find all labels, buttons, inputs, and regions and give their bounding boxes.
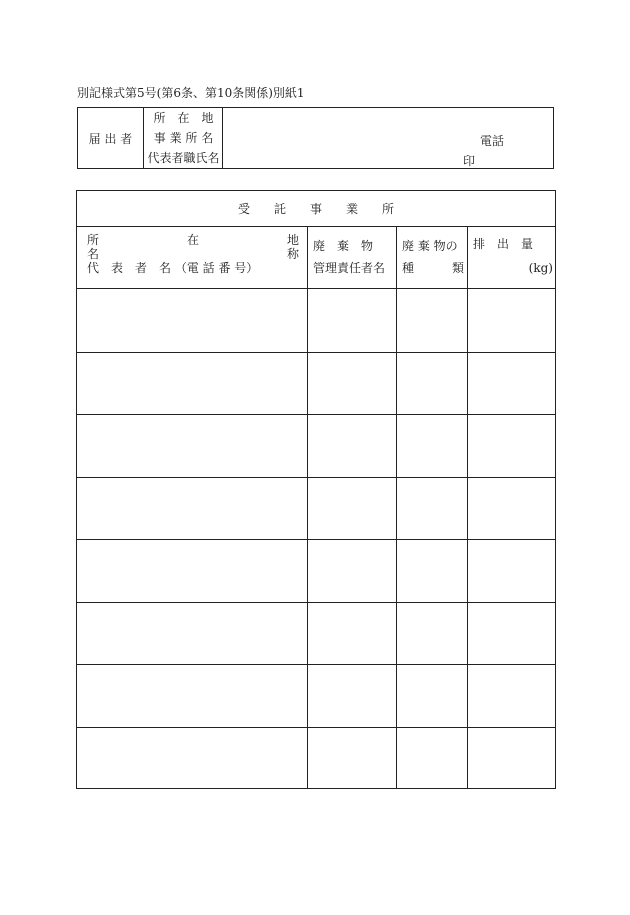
amount-cell[interactable] — [467, 664, 557, 727]
address-header-part: 所 — [87, 233, 100, 247]
kind-cell[interactable] — [396, 727, 467, 790]
amount-cell[interactable] — [467, 289, 557, 352]
manager-header-line: 管理責任者名 — [313, 261, 386, 275]
tel-label: 電話 — [480, 134, 505, 148]
kind-cell[interactable] — [396, 539, 467, 602]
table-header: 受 託 事 業 所 — [77, 191, 555, 227]
office-name-field-label: 事 業 所 名 — [153, 131, 214, 145]
address-header-part: 在 — [187, 233, 200, 247]
amount-column-header — [473, 233, 553, 281]
applicant-field-labels — [144, 108, 223, 168]
address-column-header — [87, 233, 299, 275]
name-header-part: 称 — [286, 247, 299, 261]
seal-label: 印 — [463, 154, 476, 168]
amount-cell[interactable] — [467, 477, 557, 540]
amount-unit: (kg) — [528, 261, 553, 275]
amount-cell[interactable] — [467, 727, 557, 790]
waste-kind-column-header — [402, 235, 464, 279]
kind-header-line: 廃 棄 物の — [402, 239, 458, 253]
address-field-label: 所 在 地 — [153, 111, 214, 125]
manager-cell[interactable] — [307, 414, 396, 477]
form-title: 別記様式第5号(第6条、第10条関係)別紙1 — [77, 86, 305, 100]
address-cell[interactable] — [77, 727, 307, 790]
address-cell[interactable] — [77, 477, 307, 540]
kind-cell[interactable] — [396, 352, 467, 415]
address-cell[interactable] — [77, 539, 307, 602]
manager-cell[interactable] — [307, 289, 396, 352]
address-cell[interactable] — [77, 602, 307, 665]
manager-column-header — [313, 235, 393, 279]
manager-header-line: 廃 棄 物 — [313, 239, 374, 253]
name-header-part: 名 — [87, 247, 100, 261]
representative-field-label: 代表者職氏名 — [147, 151, 220, 165]
column-header-row — [77, 227, 555, 289]
address-header-part: 地 — [286, 233, 299, 247]
manager-cell[interactable] — [307, 664, 396, 727]
amount-cell[interactable] — [467, 539, 557, 602]
manager-cell[interactable] — [307, 477, 396, 540]
manager-cell[interactable] — [307, 602, 396, 665]
address-cell[interactable] — [77, 414, 307, 477]
kind-cell[interactable] — [396, 477, 467, 540]
manager-cell[interactable] — [307, 539, 396, 602]
address-cell[interactable] — [77, 664, 307, 727]
amount-cell[interactable] — [467, 414, 557, 477]
manager-cell[interactable] — [307, 352, 396, 415]
address-cell[interactable] — [77, 352, 307, 415]
amount-cell[interactable] — [467, 352, 557, 415]
consignee-table — [76, 190, 556, 789]
kind-cell[interactable] — [396, 664, 467, 727]
kind-cell[interactable] — [396, 414, 467, 477]
kind-header-part: 種 — [402, 261, 415, 275]
kind-header-part: 類 — [451, 261, 464, 275]
applicant-box — [77, 107, 554, 169]
representative-header: 代 表 者 名 （電 話 番 号） — [87, 261, 259, 275]
applicant-label: 届 出 者 — [78, 108, 144, 168]
kind-cell[interactable] — [396, 289, 467, 352]
kind-cell[interactable] — [396, 602, 467, 665]
manager-cell[interactable] — [307, 727, 396, 790]
address-cell[interactable] — [77, 289, 307, 352]
amount-cell[interactable] — [467, 602, 557, 665]
amount-header-line: 排 出 量 — [473, 237, 534, 251]
